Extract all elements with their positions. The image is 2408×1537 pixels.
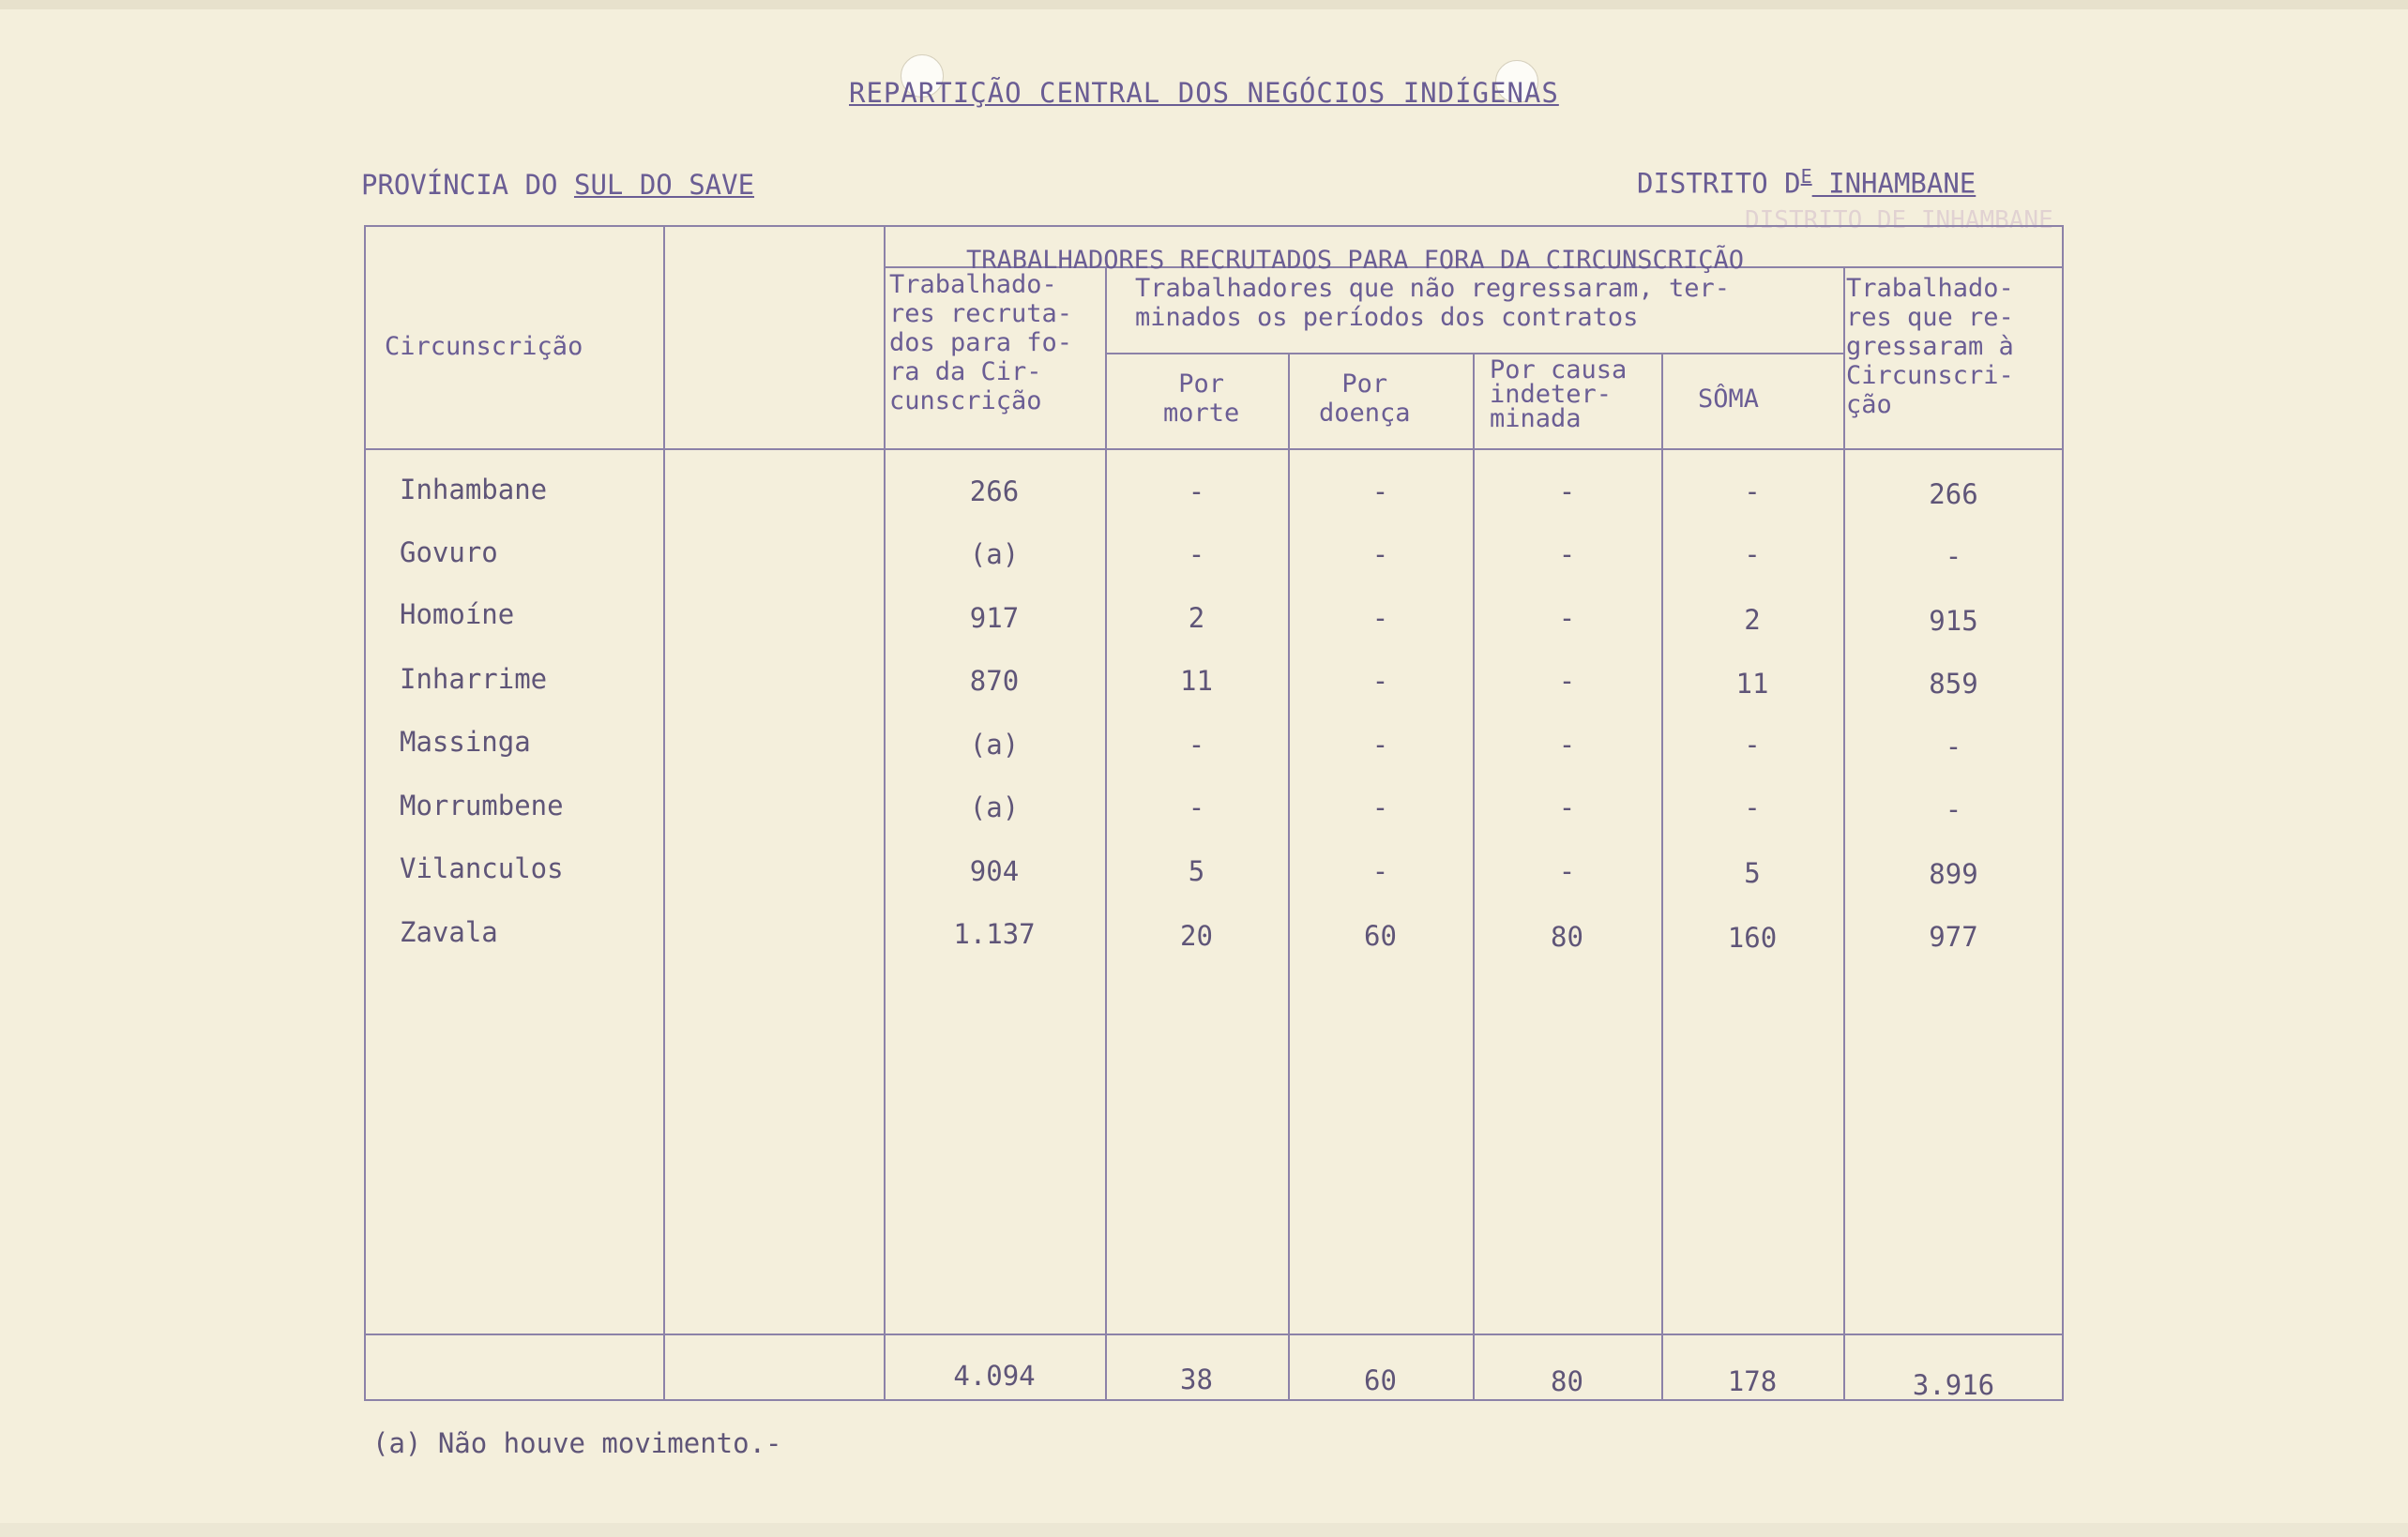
cell-doenca: - [1371,538,1389,570]
group-header: TRABALHADORES RECRUTADOS PARA FORA DA CIRCUNSCRIÇÃO [966,246,1745,275]
cell-regressaram: 266 [1929,478,1978,510]
column-divider [1105,268,1107,1401]
distrito-sup: E [1800,165,1812,188]
cell-morte: 11 [1180,665,1213,697]
header-recrutados: Trabalhado- res recruta- dos para fo- ra da Cir- cunscrição [889,270,1073,415]
header-por-causa: Por causa indeter- minada [1490,355,1628,433]
provincia-value: SUL DO SAVE [573,169,755,201]
cell-soma: - [1744,475,1761,507]
document-title: REPARTIÇÃO CENTRAL DOS NEGÓCIOS INDÍGENAS [849,77,1559,109]
stamp-shadow: DISTRITO DE INHAMBANE [1745,206,2053,234]
provincia-line [361,169,754,201]
cell-regressaram: - [1945,793,1962,825]
cell-regressaram: 899 [1929,858,1978,890]
row-name: Massinga [400,726,531,758]
total-soma: 178 [1727,1365,1778,1397]
cell-morte: 2 [1188,602,1205,634]
row-divider [366,448,2064,450]
cell-soma: 5 [1744,857,1761,889]
cell-doenca: - [1371,665,1389,697]
row-name: Homoíne [400,598,515,630]
paper-edge [0,0,2408,9]
cell-regressaram: - [1945,540,1962,572]
row-name: Morrumbene [400,790,564,821]
cell-regressaram: 915 [1929,605,1978,637]
cell-soma: - [1744,538,1761,570]
row-name: Govuro [400,536,498,568]
header-regressaram: Trabalhado- res que re- gressaram à Circunscri- ção [1846,274,2014,419]
distrito-value: INHAMBANE [1811,167,1976,200]
cell-causa: - [1558,729,1576,761]
total-morte: 38 [1180,1364,1213,1395]
cell-recrutados: (a) [969,729,1020,761]
cell-morte: 20 [1180,920,1213,952]
cell-morte: - [1188,729,1205,761]
cell-doenca: 60 [1364,920,1397,952]
cell-causa: - [1558,791,1576,823]
column-divider [663,227,665,1401]
cell-recrutados: 917 [969,602,1020,634]
cell-causa: - [1558,538,1576,570]
total-regressaram: 3.916 [1912,1369,1995,1401]
cell-recrutados: 870 [969,665,1020,697]
provincia-label: PROVÍNCIA DO [361,169,558,201]
total-doenca: 60 [1364,1364,1397,1396]
header-por-morte: Por morte [1163,369,1240,428]
row-name: Inhambane [400,474,548,505]
cell-soma: - [1744,791,1761,823]
cell-morte: 5 [1188,855,1205,887]
cell-morte: - [1188,475,1205,507]
cell-recrutados: 266 [969,475,1020,507]
cell-recrutados: 904 [969,855,1020,887]
cell-recrutados: (a) [969,791,1020,823]
cell-soma: 2 [1744,604,1761,636]
header-soma: SÔMA [1698,384,1760,414]
cell-soma: - [1744,729,1761,761]
header-nao-regressaram: Trabalhadores que não regressaram, ter- minados os períodos dos contratos [1135,274,1730,332]
distrito-label: DISTRITO D [1637,167,1801,200]
row-name: Vilanculos [400,852,564,884]
row-name: Inharrime [400,663,548,695]
row-divider [366,1334,2064,1335]
data-table [364,225,2064,1401]
cell-causa: - [1558,665,1576,697]
header-circunscricao: Circunscrição [385,332,583,361]
footnote: (a) Não houve movimento.- [372,1427,782,1459]
cell-doenca: - [1371,475,1389,507]
total-recrutados: 4.094 [953,1360,1036,1392]
cell-causa: - [1558,855,1576,887]
row-divider [1105,353,1843,354]
cell-recrutados: (a) [969,538,1020,570]
distrito-line [1637,165,1976,200]
cell-regressaram: 977 [1929,921,1978,953]
cell-causa: - [1558,602,1576,634]
header-por-doenca: Por doença [1319,369,1411,428]
cell-causa: - [1558,475,1576,507]
total-causa: 80 [1551,1365,1583,1397]
column-divider [1843,268,1845,1401]
cell-morte: - [1188,538,1205,570]
cell-recrutados: 1.137 [953,918,1036,950]
cell-soma: 11 [1735,668,1769,700]
row-name: Zavala [400,916,498,948]
cell-doenca: - [1371,855,1389,887]
cell-doenca: - [1371,791,1389,823]
cell-morte: - [1188,791,1205,823]
cell-doenca: - [1371,602,1389,634]
cell-soma: 160 [1727,922,1778,954]
cell-regressaram: - [1945,731,1962,762]
cell-doenca: - [1371,729,1389,761]
paper-edge [0,1523,2408,1537]
cell-regressaram: 859 [1929,668,1978,700]
cell-causa: 80 [1551,921,1583,953]
